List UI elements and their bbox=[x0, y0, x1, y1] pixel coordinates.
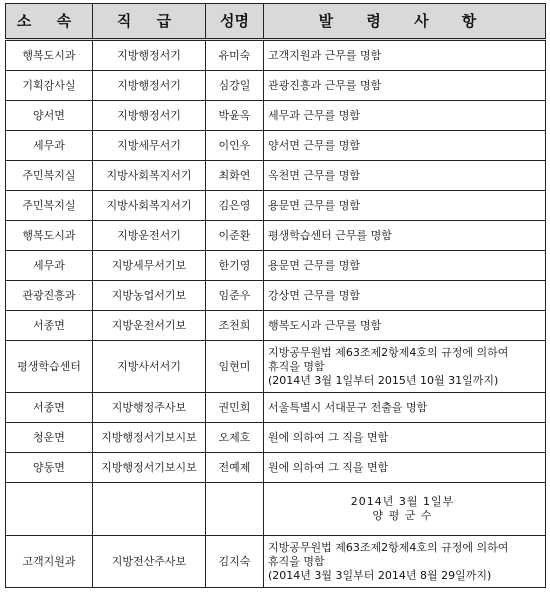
table-row bbox=[6, 101, 546, 131]
table-row bbox=[6, 536, 546, 588]
header-name: 성명 bbox=[206, 4, 264, 40]
order-cell bbox=[264, 40, 546, 71]
name-cell: 박윤옥 bbox=[206, 101, 264, 131]
name-cell: 심강일 bbox=[206, 71, 264, 101]
name-cell: 오제호 bbox=[206, 423, 264, 453]
rank-cell: 지방농업서기보 bbox=[93, 281, 206, 311]
dept-cell: 고객지원과 bbox=[6, 536, 93, 588]
table-row bbox=[6, 281, 546, 311]
header-row bbox=[6, 4, 546, 40]
dept-cell: 세무과 bbox=[6, 131, 93, 161]
order-line: 고객지원과 근무를 명함 bbox=[268, 48, 382, 62]
order-cell bbox=[264, 311, 546, 341]
order-cell bbox=[264, 191, 546, 221]
empty-cell bbox=[6, 483, 93, 536]
name-cell: 조천희 bbox=[206, 311, 264, 341]
order-cell bbox=[264, 393, 546, 423]
dept-cell: 행복도시과 bbox=[6, 221, 93, 251]
order-cell bbox=[264, 453, 546, 483]
dept-cell: 관광진흥과 bbox=[6, 281, 93, 311]
dept-cell: 세무과 bbox=[6, 251, 93, 281]
name-cell: 최화연 bbox=[206, 161, 264, 191]
order-cell bbox=[264, 536, 546, 588]
name-cell: 이준환 bbox=[206, 221, 264, 251]
order-line: 양서면 근무를 명함 bbox=[268, 138, 361, 152]
empty-cell bbox=[206, 483, 264, 536]
order-line: (2014년 3월 3일부터 2014년 8월 29일까지) bbox=[268, 568, 492, 582]
header-rank: 직 급 bbox=[93, 4, 206, 40]
rank-cell: 지방행정주사보 bbox=[93, 393, 206, 423]
table-row bbox=[6, 71, 546, 101]
signature-row bbox=[6, 483, 546, 536]
order-line: (2014년 3월 1일부터 2015년 10월 31일까지) bbox=[268, 373, 499, 387]
order-cell bbox=[264, 423, 546, 453]
table-row bbox=[6, 423, 546, 453]
order-line: 원에 의하여 그 직을 면함 bbox=[268, 460, 389, 474]
signature-cell bbox=[264, 483, 546, 536]
rank-cell: 지방전산주사보 bbox=[93, 536, 206, 588]
name-cell: 한기영 bbox=[206, 251, 264, 281]
dept-cell: 양서면 bbox=[6, 101, 93, 131]
order-line: 휴직을 명함 bbox=[268, 359, 325, 373]
table-row bbox=[6, 221, 546, 251]
order-cell bbox=[264, 131, 546, 161]
order-cell bbox=[264, 341, 546, 393]
order-line: 용문면 근무를 명함 bbox=[268, 258, 361, 272]
name-cell: 이인우 bbox=[206, 131, 264, 161]
order-line: 행복도시과 근무를 명함 bbox=[268, 318, 382, 332]
rank-cell: 지방행정서기보시보 bbox=[93, 423, 206, 453]
dept-cell: 기획감사실 bbox=[6, 71, 93, 101]
order-line: 강상면 근무를 명함 bbox=[268, 288, 361, 302]
name-cell: 임현미 bbox=[206, 341, 264, 393]
table-row bbox=[6, 40, 546, 71]
table-row bbox=[6, 311, 546, 341]
rank-cell: 지방사서서기 bbox=[93, 341, 206, 393]
rank-cell: 지방세무서기보 bbox=[93, 251, 206, 281]
empty-cell bbox=[93, 483, 206, 536]
rank-cell: 지방행정서기 bbox=[93, 71, 206, 101]
dept-cell: 청운면 bbox=[6, 423, 93, 453]
order-cell bbox=[264, 281, 546, 311]
signature-date: 2014년 3월 1일부 bbox=[350, 495, 455, 508]
order-cell bbox=[264, 221, 546, 251]
dept-cell: 행복도시과 bbox=[6, 40, 93, 71]
name-cell: 유미숙 bbox=[206, 40, 264, 71]
rank-cell: 지방행정서기 bbox=[93, 101, 206, 131]
rank-cell: 지방운전서기보 bbox=[93, 311, 206, 341]
table-row bbox=[6, 161, 546, 191]
header-order: 발 령 사 항 bbox=[264, 4, 546, 40]
order-line: 휴직을 명함 bbox=[268, 554, 325, 568]
table-row bbox=[6, 251, 546, 281]
order-cell bbox=[264, 161, 546, 191]
order-cell bbox=[264, 101, 546, 131]
name-cell: 김은영 bbox=[206, 191, 264, 221]
dept-cell: 서종면 bbox=[6, 393, 93, 423]
order-line: 옥천면 근무를 명함 bbox=[268, 168, 361, 182]
order-cell bbox=[264, 71, 546, 101]
order-line: 지방공무원법 제63조제2항제4호의 규정에 의하여 bbox=[268, 540, 509, 554]
order-cell bbox=[264, 251, 546, 281]
rank-cell: 지방사회복지서기 bbox=[93, 191, 206, 221]
dept-cell: 평생학습센터 bbox=[6, 341, 93, 393]
order-line: 세무과 근무를 명함 bbox=[268, 108, 361, 122]
table-row bbox=[6, 341, 546, 393]
signature-issuer: 양 평 군 수 bbox=[372, 509, 433, 522]
order-line: 서울특별시 서대문구 전출을 명함 bbox=[268, 400, 428, 414]
order-line: 관광진흥과 근무를 명함 bbox=[268, 78, 382, 92]
table-row bbox=[6, 191, 546, 221]
order-line: 용문면 근무를 명함 bbox=[268, 198, 361, 212]
table-row bbox=[6, 131, 546, 161]
name-cell: 권민희 bbox=[206, 393, 264, 423]
rank-cell: 지방세무서기 bbox=[93, 131, 206, 161]
dept-cell: 주민복지실 bbox=[6, 161, 93, 191]
name-cell: 전예제 bbox=[206, 453, 264, 483]
name-cell: 임준우 bbox=[206, 281, 264, 311]
order-line: 원에 의하여 그 직을 면함 bbox=[268, 430, 389, 444]
dept-cell: 양동면 bbox=[6, 453, 93, 483]
rank-cell: 지방사회복지서기 bbox=[93, 161, 206, 191]
order-line: 평생학습센터 근무를 명함 bbox=[268, 228, 392, 242]
name-cell: 김지숙 bbox=[206, 536, 264, 588]
table-row bbox=[6, 453, 546, 483]
rank-cell: 지방행정서기 bbox=[93, 40, 206, 71]
dept-cell: 주민복지실 bbox=[6, 191, 93, 221]
rank-cell: 지방운전서기 bbox=[93, 221, 206, 251]
order-line: 지방공무원법 제63조제2항제4호의 규정에 의하여 bbox=[268, 345, 509, 359]
personnel-order-table bbox=[5, 3, 546, 588]
header-dept: 소 속 bbox=[6, 4, 93, 40]
dept-cell: 서종면 bbox=[6, 311, 93, 341]
table-row bbox=[6, 393, 546, 423]
rank-cell: 지방행정서기보시보 bbox=[93, 453, 206, 483]
